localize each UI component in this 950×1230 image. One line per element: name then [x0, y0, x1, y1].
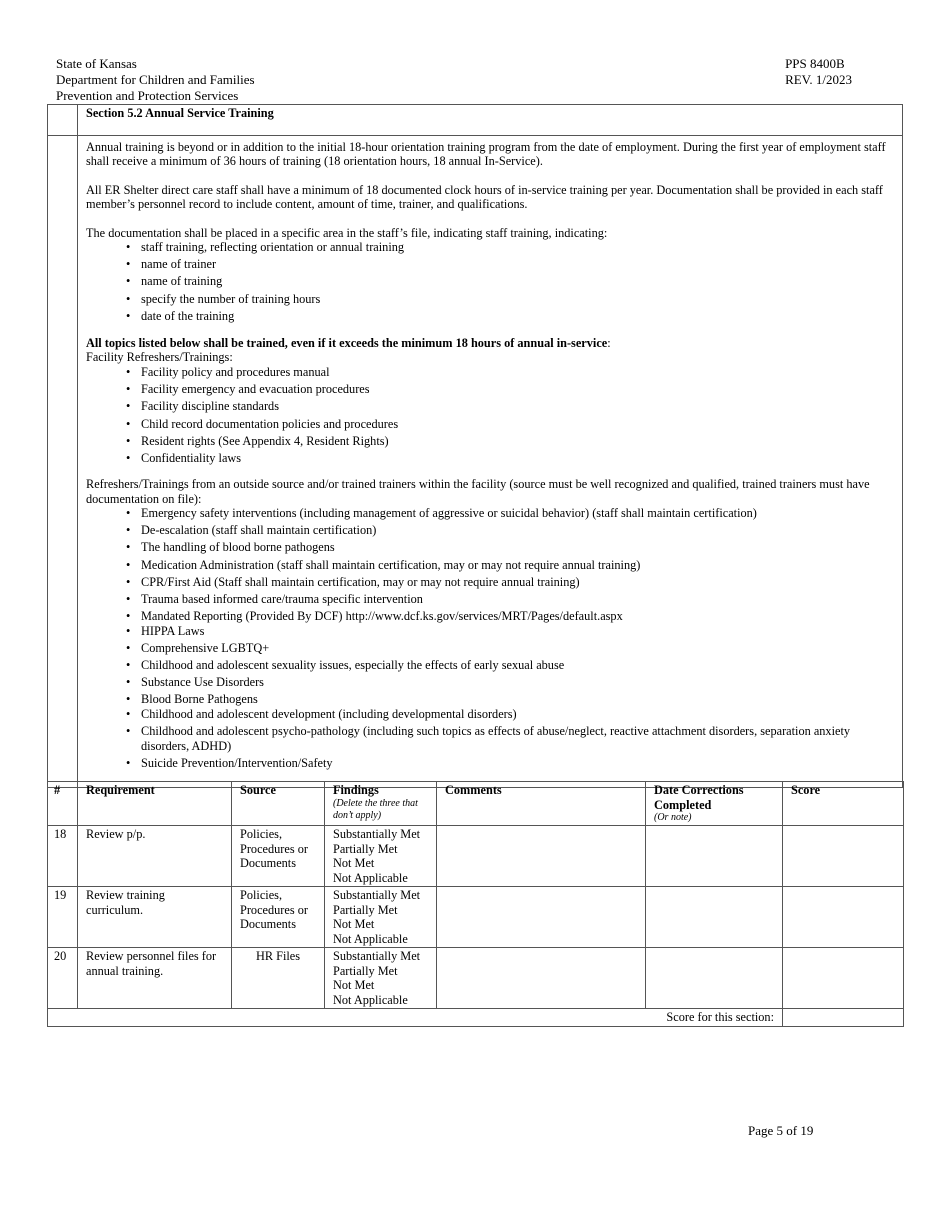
col-header-score: Score: [783, 782, 904, 826]
list-item: • specify the number of training hours: [141, 292, 894, 309]
list-item: • Emergency safety interventions (including management of aggressive or suicidal behavior) (staff shall maintain certification): [141, 506, 894, 523]
row-requirement: Review p/p.: [78, 826, 232, 887]
header-department: Department for Children and Families: [56, 72, 255, 87]
topics-heading: [86, 336, 894, 351]
list-item: • Substance Use Disorders: [141, 675, 894, 692]
header-left: [56, 56, 255, 104]
outside-source-paragraph: Refreshers/Trainings from an outside source and/or trained trainers within the facility (source must be well recognized and qualified, trained trainers must have documentation on file):: [86, 477, 870, 506]
list-item: • Mandated Reporting (Provided By DCF) http://www.dcf.ks.gov/services/MRT/Pages/default.aspx: [141, 609, 894, 624]
documentation-list: [86, 240, 894, 326]
finding-option: Substantially Met: [333, 949, 421, 963]
list-item: • Trauma based informed care/trauma specific intervention: [141, 592, 894, 609]
list-item: • Medication Administration (staff shall maintain certification, may or may not require annual training): [141, 558, 894, 575]
list-item: • date of the training: [141, 309, 894, 326]
header-revision: REV. 1/2023: [785, 72, 852, 87]
section-content: [78, 135, 903, 788]
finding-option: Partially Met: [333, 963, 398, 978]
col-header-date: [646, 782, 783, 826]
list-item: • Childhood and adolescent sexuality issues, especially the effects of early sexual abuse: [141, 658, 894, 675]
list-item: • Facility policy and procedures manual: [141, 365, 894, 382]
finding-option: Partially Met: [333, 902, 398, 917]
header-state: State of Kansas: [56, 56, 137, 71]
row-findings[interactable]: [325, 826, 437, 887]
col-header-requirement: Requirement: [78, 782, 232, 826]
findings-label: Findings: [333, 783, 379, 797]
list-item: • Suicide Prevention/Intervention/Safety: [141, 756, 894, 773]
row-comments[interactable]: [437, 826, 646, 887]
list-item: • Childhood and adolescent development (including developmental disorders): [141, 707, 894, 724]
row-date[interactable]: [646, 826, 783, 887]
row-requirement: Review personnel files for annual training.: [78, 948, 232, 1009]
section-title: Section 5.2 Annual Service Training: [78, 105, 903, 136]
list-item: • Comprehensive LGBTQ+: [141, 641, 894, 658]
row-score[interactable]: [783, 826, 904, 887]
finding-option: Not Met: [333, 917, 375, 931]
list-item: • name of training: [141, 274, 894, 291]
row-score[interactable]: [783, 948, 904, 1009]
finding-option: Not Applicable: [333, 931, 408, 946]
outside-list: [86, 506, 894, 773]
row-source: HR Files: [232, 948, 325, 1009]
table-row: [48, 826, 904, 887]
header-right: [785, 56, 852, 88]
list-item: • Resident rights (See Appendix 4, Resident Rights): [141, 434, 894, 451]
findings-note: (Delete the three that don’t apply): [333, 797, 418, 821]
list-item: • Childhood and adolescent psycho-pathology (including such topics as effects of abuse/neglect, reactive attachment disorders, separation anxiety disorders, ADHD): [141, 724, 894, 756]
annual-training-paragraph: Annual training is beyond or in addition to the initial 18-hour orientation training program from the date of employment. During the first year of employment staff shall receive a minimum of 36 hours of training (18 orientation hours, 18 annual In-Service).: [86, 139, 886, 168]
col-header-comments: Comments: [437, 782, 646, 826]
direct-care-paragraph: All ER Shelter direct care staff shall have a minimum of 18 documented clock hours of in-service training per year. Documentation shall be provided in each staff member’s personnel record to include content, amount of time, trainer, and qualifications.: [86, 182, 883, 211]
list-item: • CPR/First Aid (Staff shall maintain certification, may or may not require annual training): [141, 575, 894, 592]
row-comments[interactable]: [437, 948, 646, 1009]
finding-option: Not Applicable: [333, 870, 408, 885]
requirements-table: [47, 781, 904, 1027]
row-num: 20: [48, 948, 78, 1009]
topics-bold-text: All topics listed below shall be trained, even if it exceeds the minimum 18 hours of annual in-service: [86, 335, 608, 350]
row-requirement: Review training curriculum.: [78, 887, 232, 948]
score-row: [48, 1009, 904, 1027]
list-item: • Child record documentation policies and procedures: [141, 417, 894, 434]
list-item: • Blood Borne Pathogens: [141, 692, 894, 707]
facility-list: [86, 365, 894, 468]
finding-option: Substantially Met: [333, 888, 421, 902]
row-findings[interactable]: [325, 887, 437, 948]
page-number: Page 5 of 19: [748, 1123, 814, 1138]
table-row: [48, 887, 904, 948]
section-num-cell: [48, 105, 78, 136]
content-num-cell: [48, 135, 78, 788]
col-header-num: #: [48, 782, 78, 826]
row-score[interactable]: [783, 887, 904, 948]
header-form-number: PPS 8400B: [785, 56, 845, 71]
row-date[interactable]: [646, 887, 783, 948]
row-source: Policies, Procedures or Documents: [232, 887, 325, 948]
row-findings[interactable]: [325, 948, 437, 1009]
date-note: (Or note): [654, 812, 692, 823]
list-item: • The handling of blood borne pathogens: [141, 540, 894, 557]
documentation-paragraph: The documentation shall be placed in a specific area in the staff’s file, indicating staff training, indicating:: [86, 225, 608, 240]
finding-option: Substantially Met: [333, 827, 421, 841]
list-item: • staff training, reflecting orientation or annual training: [141, 240, 894, 257]
list-item: • Facility discipline standards: [141, 399, 894, 416]
row-num: 19: [48, 887, 78, 948]
list-item: • Facility emergency and evacuation procedures: [141, 382, 894, 399]
finding-option: Not Met: [333, 856, 375, 870]
col-header-findings: [325, 782, 437, 826]
list-item: • HIPPA Laws: [141, 624, 894, 641]
finding-option: Partially Met: [333, 841, 398, 856]
date-label: Date Corrections Completed: [654, 783, 744, 812]
section-score[interactable]: [783, 1009, 904, 1027]
table-row: [48, 948, 904, 1009]
row-comments[interactable]: [437, 887, 646, 948]
row-num: 18: [48, 826, 78, 887]
topics-colon: :: [607, 335, 611, 350]
list-item: • De-escalation (staff shall maintain certification): [141, 523, 894, 540]
list-item: • Confidentiality laws: [141, 451, 894, 468]
score-label: Score for this section:: [48, 1009, 783, 1027]
finding-option: Not Applicable: [333, 992, 408, 1007]
header-division: Prevention and Protection Services: [56, 88, 239, 103]
row-date[interactable]: [646, 948, 783, 1009]
row-source: Policies, Procedures or Documents: [232, 826, 325, 887]
col-header-source: Source: [232, 782, 325, 826]
table-header-row: [48, 782, 904, 826]
list-item: • name of trainer: [141, 257, 894, 274]
facility-heading: Facility Refreshers/Trainings:: [86, 350, 233, 365]
section-table: [47, 104, 903, 788]
finding-option: Not Met: [333, 978, 375, 992]
